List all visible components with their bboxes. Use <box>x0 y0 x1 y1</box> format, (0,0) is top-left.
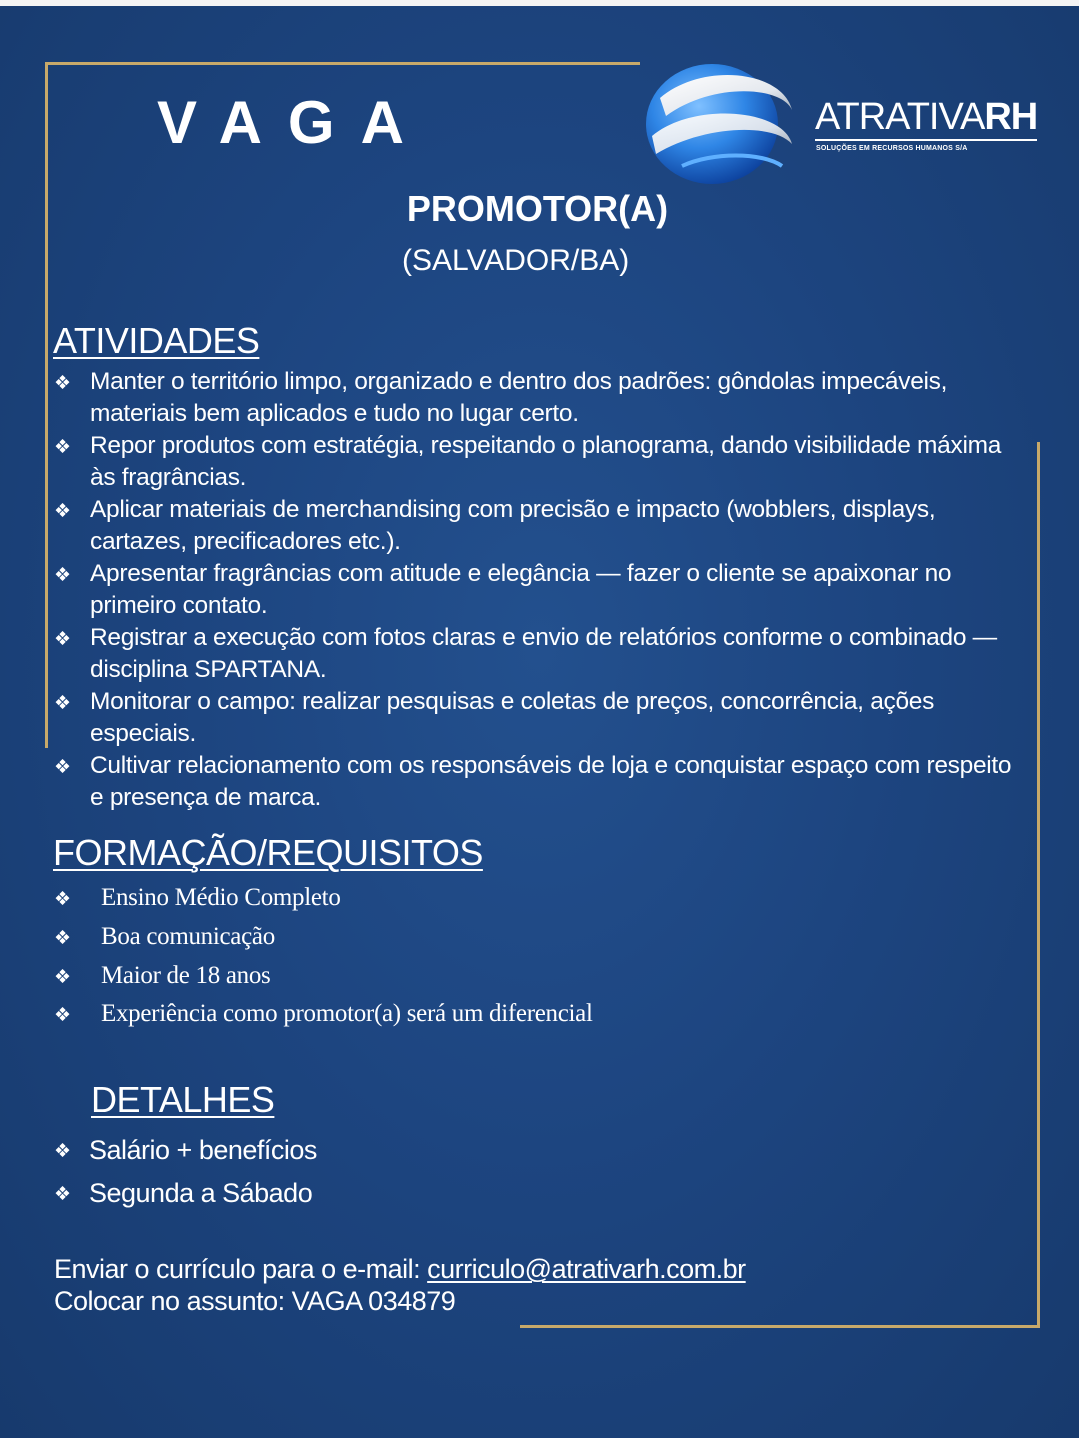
activity-text: Cultivar relacionamento com os responsáveis de loja e conquistar espaço com respeito e presença de marca. <box>90 752 1012 811</box>
contact-email-link[interactable]: curriculo@atrativarh.com.br <box>427 1254 746 1284</box>
requirement-item <box>54 1000 593 1028</box>
detail-item <box>54 1178 312 1209</box>
activity-text: Repor produtos com estratégia, respeitando o planograma, dando visibilidade máxima às fragrâncias. <box>90 432 1002 491</box>
frame-top-line <box>45 62 640 65</box>
requirement-item <box>54 884 341 912</box>
activity-item <box>54 750 1029 814</box>
logo-wordmark-bold: RH <box>984 96 1038 138</box>
requirement-item <box>54 962 270 990</box>
bullet-icon: ❖ <box>54 967 71 988</box>
bullet-icon: ❖ <box>54 437 71 458</box>
activity-text: Monitorar o campo: realizar pesquisas e coletas de preços, concorrência, ações especiais. <box>90 688 935 747</box>
bullet-icon: ❖ <box>54 928 71 949</box>
activity-item <box>54 366 1029 430</box>
logo-tagline: SOLUÇÕES EM RECURSOS HUMANOS S/A <box>816 145 968 152</box>
requirements-heading: FORMAÇÃO/REQUISITOS <box>53 832 483 873</box>
activities-heading: ATIVIDADES <box>53 320 260 361</box>
logo-wordmark-light: ATRATIVA <box>815 96 985 138</box>
activity-text: Apresentar fragrâncias com atitude e elegância — fazer o cliente se apaixonar no primeiro contato. <box>90 560 952 619</box>
requirement-text: Experiência como promotor(a) será um diferencial <box>101 1000 593 1027</box>
bullet-icon: ❖ <box>54 757 71 778</box>
contact-email-prefix: Enviar o currículo para o e-mail: <box>54 1254 428 1284</box>
requirement-item <box>54 923 275 951</box>
requirement-text: Ensino Médio Completo <box>101 884 341 911</box>
logo-wordmark <box>815 98 1037 136</box>
job-location: (SALVADOR/BA) <box>402 244 630 277</box>
activity-item <box>54 494 1029 558</box>
activity-text: Registrar a execução com fotos claras e envio de relatórios conforme o combinado — disciplina SPARTANA. <box>90 624 997 683</box>
detail-text: Salário + benefícios <box>89 1135 317 1165</box>
vaga-heading: VAGA <box>157 89 430 156</box>
frame-left-line <box>45 62 48 748</box>
activity-item <box>54 558 1029 622</box>
bullet-icon: ❖ <box>54 889 71 910</box>
top-border <box>0 0 1079 6</box>
bullet-icon: ❖ <box>54 373 71 394</box>
bullet-icon: ❖ <box>54 1005 71 1026</box>
requirement-text: Maior de 18 anos <box>101 962 271 989</box>
bullet-icon: ❖ <box>54 1141 71 1162</box>
activity-item <box>54 686 1029 750</box>
bullet-icon: ❖ <box>54 629 71 650</box>
activity-item <box>54 430 1029 494</box>
frame-bottom-line <box>520 1325 1040 1328</box>
contact-subject-line: Colocar no assunto: VAGA 034879 <box>54 1286 456 1316</box>
detail-item <box>54 1135 317 1166</box>
activity-item <box>54 622 1029 686</box>
detail-text: Segunda a Sábado <box>89 1178 313 1208</box>
frame-right-line <box>1037 442 1040 1328</box>
requirement-text: Boa comunicação <box>101 923 275 950</box>
activity-text: Aplicar materiais de merchandising com precisão e impacto (wobblers, displays, cartazes, precificadores etc.). <box>90 496 936 555</box>
bullet-icon: ❖ <box>54 501 71 522</box>
bullet-icon: ❖ <box>54 693 71 714</box>
logo-underline <box>815 139 1037 141</box>
job-title <box>0 188 1079 230</box>
job-title-text: PROMOTOR(A) <box>406 188 669 229</box>
details-heading: DETALHES <box>91 1079 275 1120</box>
bullet-icon: ❖ <box>54 565 71 586</box>
contact-email-line <box>54 1254 746 1285</box>
activity-text: Manter o território limpo, organizado e dentro dos padrões: gôndolas impecáveis, materiais bem aplicados e tudo no lugar certo. <box>90 368 948 427</box>
bullet-icon: ❖ <box>54 1184 71 1205</box>
